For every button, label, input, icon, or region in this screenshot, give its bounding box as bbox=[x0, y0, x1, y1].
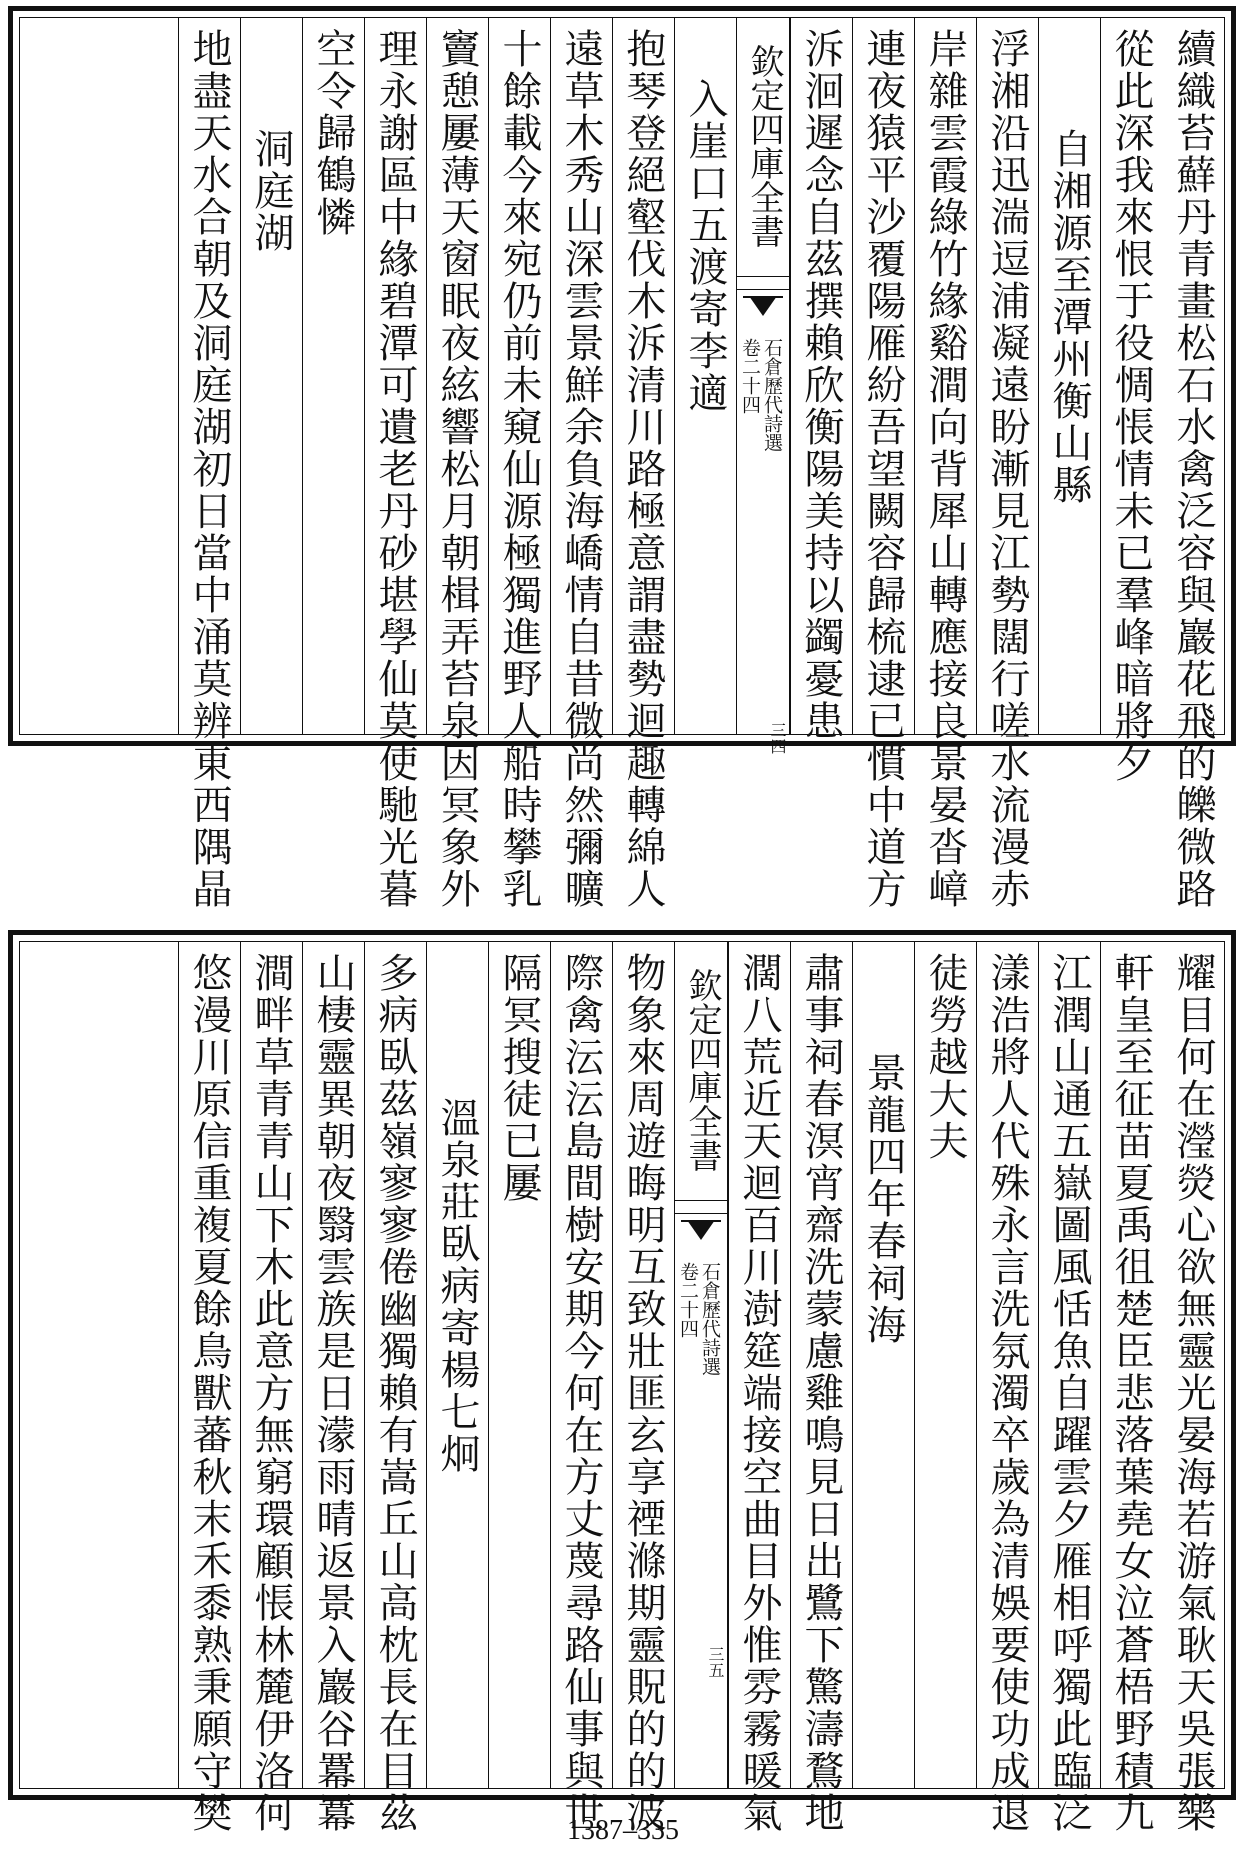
column-text: 濶八荒近天迴百川澍筵端接空曲目外惟雰霧暖氣 bbox=[736, 952, 782, 1834]
top-page-inner-frame bbox=[19, 17, 1225, 910]
column-text: 澗畔草青青山下木此意方無窮環顧悵林麓伊洛何 bbox=[248, 952, 294, 1834]
center-margin-strip bbox=[674, 942, 728, 1788]
column bbox=[1038, 18, 1100, 734]
column-text: 續織苔蘚丹青畫松石水禽泛容與巖花飛的皪微路 bbox=[1170, 28, 1216, 910]
poem-title: 溫泉莊臥病寄楊七炯 bbox=[434, 1097, 480, 1475]
column bbox=[852, 942, 914, 1788]
page-footer-number: 1387–335 bbox=[567, 1815, 679, 1846]
column-text: 多病臥茲嶺寥寥倦幽獨賴有嵩丘山高枕長在目茲 bbox=[372, 952, 418, 1834]
column-text: 浮湘沿迅湍逗浦凝遠盼漸見江勢闊行嗟水流漫赤 bbox=[984, 28, 1030, 910]
strip-title: 欽定四庫全書 bbox=[682, 968, 722, 1172]
column bbox=[364, 18, 426, 910]
column-text: 軒皇至征苗夏禹徂楚臣悲落葉堯女泣蒼梧野積九 bbox=[1108, 952, 1154, 1834]
column bbox=[240, 942, 302, 1834]
column bbox=[178, 942, 240, 1834]
column-text: 遠草木秀山深雲景鮮余負海嶠情自昔微尚然彌曠 bbox=[558, 28, 604, 910]
column bbox=[178, 18, 240, 910]
strip-divider bbox=[736, 276, 790, 290]
column-text: 竇憩屢薄天窗眠夜絃響松月朝楫弄苔泉因冥象外 bbox=[434, 28, 480, 910]
column bbox=[1162, 18, 1224, 910]
column-text: 山棲靈異朝夜翳雲族是日濛雨晴返景入巖谷羃羃 bbox=[310, 952, 356, 1834]
poem-title: 洞庭湖 bbox=[248, 128, 294, 254]
column bbox=[302, 18, 364, 734]
column bbox=[914, 18, 976, 910]
column bbox=[914, 942, 976, 1788]
column bbox=[550, 942, 612, 1834]
column bbox=[728, 942, 790, 1834]
strip-collection-name: 石倉歷代詩選 bbox=[699, 1262, 721, 1376]
strip-page-number: 三四 bbox=[768, 722, 787, 754]
column bbox=[612, 942, 674, 1834]
strip-collection-name: 石倉歷代詩選 bbox=[761, 338, 783, 452]
column-text: 物象來周遊晦明互致壯匪玄享禋滌期靈貺的的波 bbox=[620, 952, 666, 1834]
strip-title: 欽定四庫全書 bbox=[744, 44, 784, 248]
strip-page-number: 三五 bbox=[706, 1646, 725, 1678]
column bbox=[488, 18, 550, 910]
column bbox=[488, 942, 550, 1788]
fishtail-mark-icon bbox=[743, 296, 783, 324]
strip-divider bbox=[674, 1200, 728, 1214]
column bbox=[612, 18, 674, 910]
column-text: 岸雜雲霞綠竹緣谿澗向背犀山轉應接良景晏沓嶂 bbox=[922, 28, 968, 910]
column bbox=[1038, 942, 1100, 1834]
column-text: 連夜猿平沙覆陽雁紛吾望闕容歸梳逮已慣中道方 bbox=[860, 28, 906, 910]
column bbox=[426, 942, 488, 1788]
column-text: 耀目何在瀅熒心欲無靈光晏海若游氣耿天吳張樂 bbox=[1170, 952, 1216, 1834]
column-text: 泝洄遲念自茲撰賴欣衡陽美持以蠲憂患 bbox=[798, 28, 844, 742]
column bbox=[550, 18, 612, 910]
poem-title: 入崖口五渡寄李適 bbox=[682, 78, 728, 414]
column bbox=[976, 18, 1038, 910]
fishtail-mark-icon bbox=[681, 1220, 721, 1248]
column bbox=[1162, 942, 1224, 1834]
poem-title: 自湘源至潭州衡山縣 bbox=[1046, 128, 1092, 506]
column bbox=[1100, 942, 1162, 1834]
column bbox=[852, 18, 914, 910]
column-text: 空令歸鶴憐 bbox=[310, 28, 356, 238]
column-text: 肅事祠春溟宵齋洗蒙慮雞鳴見日出鷺下驚濤鶩地 bbox=[798, 952, 844, 1834]
column bbox=[302, 942, 364, 1834]
column bbox=[1100, 18, 1162, 784]
column-text: 抱琴登絕壑伐木泝清川路極意謂盡勢迴趣轉綿人 bbox=[620, 28, 666, 910]
column-text: 理永謝區中緣碧潭可遺老丹砂堪學仙莫使馳光暮 bbox=[372, 28, 418, 910]
column-text: 隔冥搜徒已屢 bbox=[496, 952, 542, 1204]
column-text: 悠漫川原信重複夏餘鳥獸蕃秋末禾黍熟秉願守樊 bbox=[186, 952, 232, 1834]
column-text: 從此深我來恨于役惆悵情未已羣峰暗將夕 bbox=[1108, 28, 1154, 784]
strip-volume: 卷二十四 bbox=[677, 1262, 699, 1338]
strip-volume: 卷二十四 bbox=[739, 338, 761, 414]
column-text: 地盡天水合朝及洞庭湖初日當中涌莫辨東西隅晶 bbox=[186, 28, 232, 910]
column bbox=[426, 18, 488, 910]
column bbox=[976, 942, 1038, 1834]
column bbox=[674, 18, 736, 734]
column-text: 漾浩將人代殊永言洗氛濁卒歲為清娛要使功成退 bbox=[984, 952, 1030, 1834]
center-margin-strip bbox=[736, 18, 790, 754]
column bbox=[790, 18, 852, 742]
column-text: 江潤山通五嶽圖風恬魚自躍雲夕雁相呼獨此臨泛 bbox=[1046, 952, 1092, 1834]
column bbox=[790, 942, 852, 1834]
column-text: 徒勞越大夫 bbox=[922, 952, 968, 1162]
top-page bbox=[8, 6, 1236, 910]
column bbox=[240, 18, 302, 734]
column bbox=[364, 942, 426, 1834]
poem-title: 景龍四年春祠海 bbox=[860, 1052, 906, 1346]
column-text: 際禽沄沄島間樹安期今何在方丈蔑尋路仙事與世 bbox=[558, 952, 604, 1834]
column-text: 十餘載今來宛仍前未窺仙源極獨進野人船時攀乳 bbox=[496, 28, 542, 910]
